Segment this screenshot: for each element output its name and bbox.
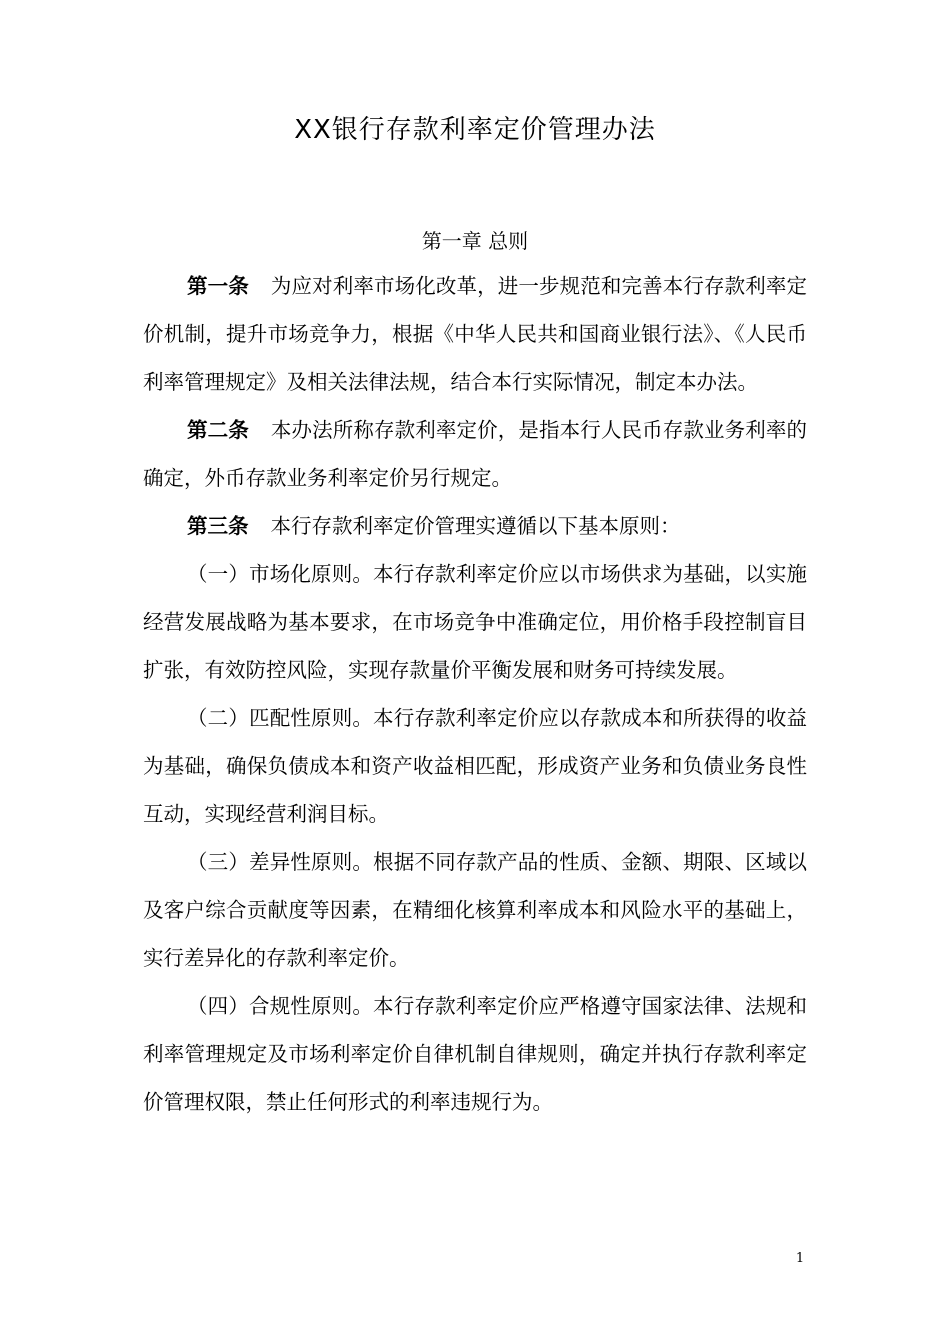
document-body (143, 262, 807, 1126)
article-text: 为应对利率市场化改革，进一步规范和完善本行存款利率定价机制，提升市场竞争力，根据《中华人民共和国商业银行法》、《人民币利率管理规定》及相关法律法规，结合本行实际情况，制定本办法。 (143, 274, 807, 394)
chapter-title: 第一章 总则 (421, 229, 529, 253)
principle-paragraph (143, 838, 807, 982)
principle-text: （二）匹配性原则。本行存款利率定价应以存款成本和所获得的收益为基础，确保负债成本和资产收益相匹配，形成资产业务和负债业务良性互动，实现经营利润目标。 (143, 706, 807, 826)
article-number: 第三条 (187, 514, 249, 538)
principle-paragraph (143, 694, 807, 838)
principle-paragraph (143, 550, 807, 694)
article-paragraph (143, 502, 807, 550)
article-number: 第二条 (187, 418, 249, 442)
article-text: 本办法所称存款利率定价，是指本行人民币存款业务利率的确定，外币存款业务利率定价另行规定。 (143, 418, 807, 490)
document-title: XX银行存款利率定价管理办法 (294, 115, 656, 145)
article-text: 本行存款利率定价管理实遵循以下基本原则： (270, 514, 681, 538)
principle-text: （一）市场化原则。本行存款利率定价应以市场供求为基础，以实施经营发展战略为基本要求，在市场竞争中准确定位，用价格手段控制盲目扩张，有效防控风险，实现存款量价平衡发展和财务可持续发展。 (143, 562, 807, 682)
article-paragraph (143, 406, 807, 502)
principle-paragraph (143, 982, 807, 1126)
article-number: 第一条 (187, 274, 249, 298)
principle-text: （三）差异性原则。根据不同存款产品的性质、金额、期限、区域以及客户综合贡献度等因素，在精细化核算利率成本和风险水平的基础上，实行差异化的存款利率定价。 (143, 850, 807, 970)
page-number: 1 (795, 1251, 805, 1266)
article-paragraph (143, 262, 807, 406)
principle-text: （四）合规性原则。本行存款利率定价应严格遵守国家法律、法规和利率管理规定及市场利率定价自律机制自律规则，确定并执行存款利率定价管理权限，禁止任何形式的利率违规行为。 (143, 994, 807, 1114)
